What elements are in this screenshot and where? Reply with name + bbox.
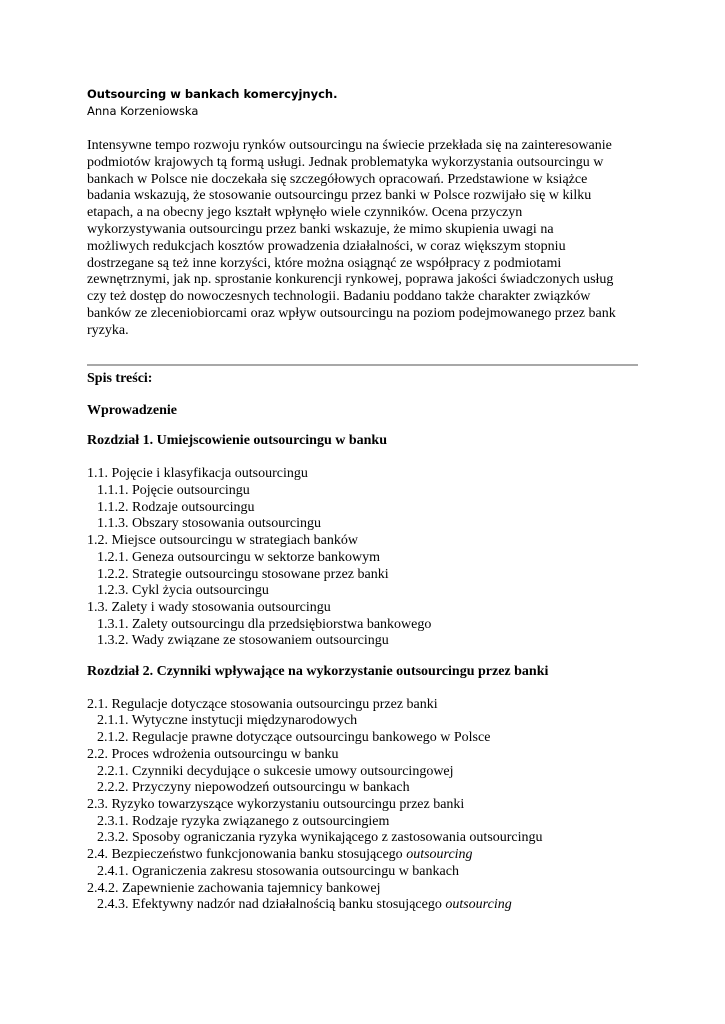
abstract-line: czy też dostęp do nowoczesnych technologii. Badaniu poddano także charakter związków (87, 289, 591, 305)
toc-subentry: 2.3.1. Rodzaje ryzyka związanego z outsourcingiem (97, 814, 390, 829)
toc-entry: 2.4.2. Zapewnienie zachowania tajemnicy bankowej (87, 881, 381, 896)
toc-subentry: 1.1.1. Pojęcie outsourcingu (97, 483, 250, 498)
toc-subentry: 2.4.1. Ograniczenia zakresu stosowania outsourcingu w bankach (97, 864, 459, 879)
abstract-paragraph (87, 138, 647, 340)
toc-subentry (97, 896, 512, 913)
abstract-line: ryzyka. (87, 322, 129, 338)
toc-subentry-text: 2.4.3. Efektywny nadzór nad działalnością banku stosującego (97, 897, 442, 912)
toc-entry-text: 2.4. Bezpieczeństwo funkcjonowania banku stosującego (87, 847, 403, 862)
abstract-line: możliwych redukcjach kosztów prowadzenia działalności, w coraz większym stopniu (87, 238, 566, 254)
toc-entry: 1.1. Pojęcie i klasyfikacja outsourcingu (87, 466, 308, 481)
toc-subentry: 1.1.2. Rodzaje outsourcingu (97, 500, 255, 515)
abstract-line: Intensywne tempo rozwoju rynków outsourcingu na świecie przekłada się na zainteresowanie (87, 138, 612, 153)
toc-heading: Spis treści: (87, 371, 153, 386)
document-title: Outsourcing w bankach komercyjnych. (87, 87, 338, 101)
toc-entry (87, 846, 473, 863)
toc-subentry: 1.3.1. Zalety outsourcingu dla przedsiębiorstwa bankowego (97, 617, 432, 632)
toc-subentry: 1.2.1. Geneza outsourcingu w sektorze bankowym (97, 550, 381, 565)
abstract-line: podmiotów krajowych tą formą usługi. Jednak problematyka wykorzystania outsourcingu w (87, 154, 604, 170)
toc-italic-term: outsourcing (406, 847, 473, 862)
toc-entry: 2.1. Regulacje dotyczące stosowania outsourcingu przez banki (87, 697, 438, 712)
abstract-line: badania wskazują, że stosowanie outsourcingu przez banki w Polsce rozwijało się w kilku (87, 188, 592, 204)
toc-entry: 2.3. Ryzyko towarzyszące wykorzystaniu outsourcingu przez banki (87, 797, 465, 812)
abstract-line: banków ze zleceniobiorcami oraz wpływ outsourcingu na poziom podejmowanego przez bank (87, 305, 616, 321)
toc-chapter-1-title: Rozdział 1. Umiejscowienie outsourcingu w banku (87, 433, 387, 448)
toc-subentry: 2.1.1. Wytyczne instytucji międzynarodowych (97, 713, 358, 728)
toc-italic-term: outsourcing (445, 897, 512, 912)
toc-subentry: 1.2.3. Cykl życia outsourcingu (97, 583, 269, 598)
toc-entry: 1.2. Miejsce outsourcingu w strategiach banków (87, 533, 358, 548)
abstract-line: etapach, a na obecny jego kształt wpłynęło wiele czynników. Ocena przyczyn (87, 205, 523, 221)
section-divider (87, 364, 638, 366)
abstract-line: bankach w Polsce nie doczekała się szczegółowych opracowań. Przedstawione w książce (87, 171, 588, 187)
document-author: Anna Korzeniowska (87, 104, 199, 118)
document-header (87, 86, 337, 120)
toc-entry: 2.2. Proces wdrożenia outsourcingu w banku (87, 747, 339, 762)
toc-subentry: 2.3.2. Sposoby ograniczania ryzyka wynikającego z zastosowania outsourcingu (97, 830, 543, 845)
abstract-line: dostrzegane są też inne korzyści, które można osiągnąć ze współpracy z podmiotami (87, 255, 562, 271)
toc-subentry: 2.2.1. Czynniki decydujące o sukcesie umowy outsourcingowej (97, 764, 454, 779)
toc-subentry: 1.3.2. Wady związane ze stosowaniem outsourcingu (97, 633, 389, 648)
toc-entry: 1.3. Zalety i wady stosowania outsourcingu (87, 600, 331, 615)
toc-subentry: 1.1.3. Obszary stosowania outsourcingu (97, 516, 321, 531)
toc-introduction: Wprowadzenie (87, 403, 177, 418)
toc-chapter-2-title: Rozdział 2. Czynniki wpływające na wykorzystanie outsourcingu przez banki (87, 664, 549, 679)
toc-subentry: 2.2.2. Przyczyny niepowodzeń outsourcingu w bankach (97, 780, 410, 795)
abstract-line: wykorzystywania outsourcingu przez banki wskazuje, że mimo skupienia uwagi na (87, 221, 554, 237)
toc-subentry: 1.2.2. Strategie outsourcingu stosowane przez banki (97, 567, 389, 582)
abstract-line: zewnętrznymi, jak np. sprostanie konkurencji rynkowej, poprawa jakości świadczonych usług (87, 272, 614, 288)
toc-subentry: 2.1.2. Regulacje prawne dotyczące outsourcingu bankowego w Polsce (97, 730, 491, 745)
